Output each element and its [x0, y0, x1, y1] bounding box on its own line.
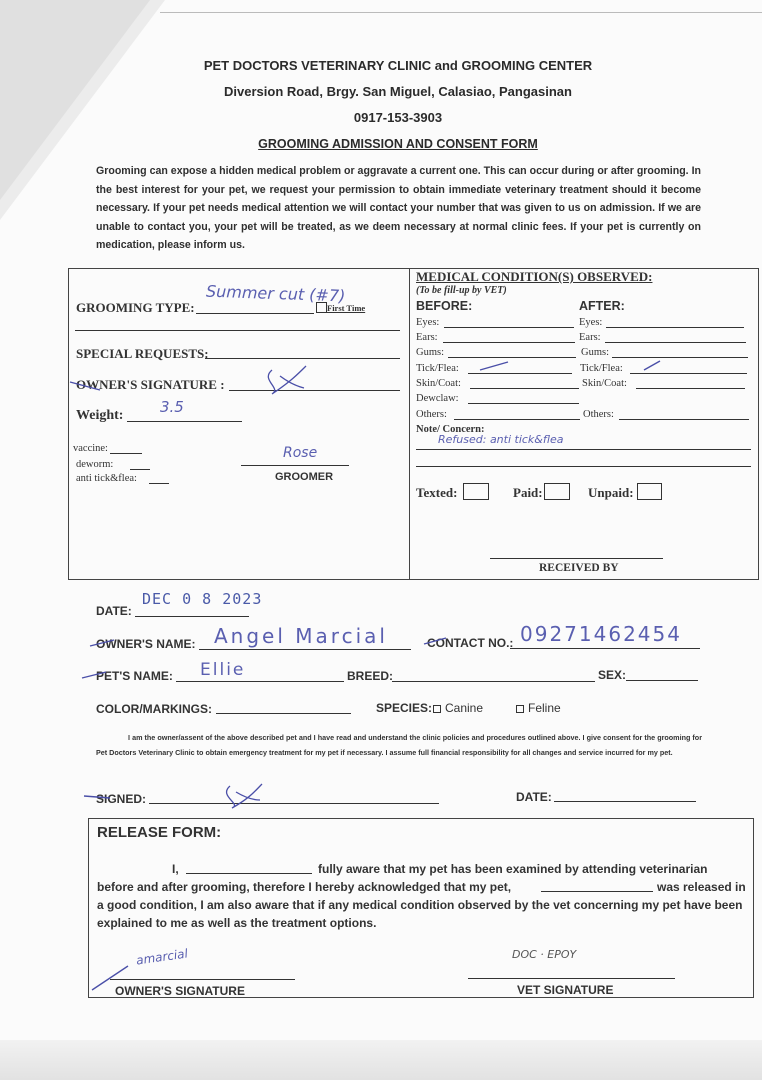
canine-checkbox[interactable]	[433, 705, 441, 713]
color-markings-line[interactable]	[216, 713, 351, 714]
weight-label: Weight:	[76, 408, 124, 423]
signed-date-label: DATE:	[516, 790, 552, 804]
release-line1: fully aware that my pet has been examined by attending veterinarian	[318, 862, 708, 876]
before-eyes-label: Eyes:	[416, 317, 440, 328]
before-others-line[interactable]	[454, 419, 580, 420]
grooming-type-label: GROOMING TYPE:	[76, 300, 195, 315]
before-skin-label: Skin/Coat:	[416, 378, 461, 389]
feline-checkbox[interactable]	[516, 705, 524, 713]
consent-paragraph: I am the owner/assent of the above described pet and I have read and understand the clinic policies and procedures outlined above. I give consent for the grooming for Pet Doctors Veterinary Clinic to obtain emergency treatment for my pet if necessary. I assume full financial responsibility for all changes and service incurred for my pet.	[96, 733, 702, 757]
contact-line	[510, 648, 700, 649]
clinic-address: Diversion Road, Brgy. San Miguel, Calasiao, Pangasinan	[224, 84, 572, 99]
note-label: Note/ Concern:	[416, 424, 485, 435]
owner-signature-mark	[60, 360, 320, 400]
groomer-line	[241, 465, 349, 466]
first-time-label: First Time	[327, 303, 366, 313]
release-pet-line[interactable]	[541, 891, 653, 892]
after-ears-label: Ears:	[579, 332, 601, 343]
signed-date-line[interactable]	[554, 801, 696, 802]
breed-line[interactable]	[392, 681, 595, 682]
texted-checkbox[interactable]	[463, 483, 489, 500]
medical-title: MEDICAL CONDITION(S) OBSERVED:	[416, 269, 653, 284]
release-title: RELEASE FORM:	[97, 824, 222, 841]
texted-label: Texted:	[416, 485, 458, 500]
after-eyes-line[interactable]	[606, 327, 744, 328]
received-by-label: RECEIVED BY	[539, 562, 619, 574]
note-line-2[interactable]	[416, 466, 751, 467]
release-line2: before and after grooming, therefore I hereby acknowledged that my pet,	[97, 880, 512, 894]
date-line	[135, 616, 249, 617]
after-skin-label: Skin/Coat:	[582, 378, 627, 389]
contact-value[interactable]: 09271462454	[520, 622, 682, 646]
release-vet-signature-line[interactable]	[468, 978, 675, 979]
date-stamp[interactable]: DEC 0 8 2023	[142, 590, 263, 608]
after-eyes-label: Eyes:	[579, 317, 603, 328]
page-bottom-edge	[0, 1040, 762, 1080]
anti-tick-label: anti tick&flea:	[76, 473, 137, 484]
before-ears-line[interactable]	[443, 342, 575, 343]
canine-label: Canine	[445, 701, 484, 715]
before-dewclaw-line[interactable]	[468, 403, 579, 404]
release-vet-signature-label: VET SIGNATURE	[517, 983, 614, 997]
intro-paragraph: Grooming can expose a hidden medical problem or aggravate a current one. This can occur during or after grooming. In the best interest for your pet, we request your permission to obtain immediate veterinary treatment should it become necessary. If your pet needs medical attention we will contact your number that was given to us on admission. If we are unable to contact you, your pet will be treated, as we deem necessary at normal clinic fees. If your pet is currently on medication, please inform us.	[96, 165, 701, 251]
groomer-label: GROOMER	[275, 471, 334, 483]
owner-name-label: OWNER'S NAME:	[96, 637, 196, 651]
species-label: SPECIES:	[376, 701, 433, 715]
before-tickflea-label: Tick/Flea:	[416, 363, 459, 374]
breed-label: BREED:	[347, 669, 394, 683]
weight-line	[127, 421, 242, 422]
after-label: AFTER:	[579, 299, 625, 313]
pet-name-value[interactable]: Ellie	[200, 660, 246, 680]
deworm-line[interactable]	[130, 469, 150, 470]
after-others-line[interactable]	[619, 419, 749, 420]
pet-name-label: PET'S NAME:	[96, 669, 173, 683]
first-time-checkbox[interactable]	[316, 302, 327, 313]
after-tickflea-label: Tick/Flea:	[580, 363, 623, 374]
clinic-name: PET DOCTORS VETERINARY CLINIC and GROOMING CENTER	[203, 58, 593, 73]
contact-label: CONTACT NO.:	[427, 636, 514, 650]
special-requests-line[interactable]	[205, 358, 400, 359]
grooming-type-value[interactable]: Summer cut (#7)	[205, 281, 346, 306]
release-i-label: I,	[172, 862, 179, 876]
unpaid-checkbox[interactable]	[637, 483, 662, 500]
form-title: GROOMING ADMISSION AND CONSENT FORM	[258, 137, 538, 151]
received-by-line[interactable]	[490, 558, 663, 559]
before-eyes-line[interactable]	[444, 327, 574, 328]
signed-label: SIGNED:	[96, 792, 147, 806]
box-divider	[409, 268, 410, 579]
pet-name-line	[176, 681, 344, 682]
label-check-marks	[60, 630, 160, 690]
paid-checkbox[interactable]	[544, 483, 570, 500]
signed-signature-mark	[80, 778, 280, 818]
color-markings-label: COLOR/MARKINGS:	[96, 702, 212, 716]
release-owner-signature-label: OWNER'S SIGNATURE	[115, 984, 245, 998]
date-label: DATE:	[96, 604, 132, 618]
after-skin-line[interactable]	[636, 388, 745, 389]
feline-label: Feline	[528, 701, 561, 715]
unpaid-label: Unpaid:	[588, 485, 634, 500]
tickflea-check-marks	[470, 358, 670, 378]
sex-label: SEX:	[598, 668, 627, 682]
weight-value[interactable]: 3.5	[160, 398, 184, 416]
after-others-label: Others:	[583, 409, 614, 420]
release-name-line[interactable]	[186, 873, 312, 874]
medical-subtitle: (To be fill-up by VET)	[416, 285, 507, 296]
after-ears-line[interactable]	[605, 342, 746, 343]
sex-line[interactable]	[626, 680, 698, 681]
top-edge	[160, 12, 762, 13]
owner-signature-label: OWNER'S SIGNATURE :	[76, 377, 225, 392]
vaccine-line[interactable]	[110, 453, 142, 454]
release-owner-signature-line[interactable]	[110, 979, 295, 980]
before-label: BEFORE:	[416, 299, 473, 313]
release-vet-signature-value[interactable]: DOC · EPOY	[512, 948, 577, 961]
groomer-value[interactable]: Rose	[283, 445, 318, 461]
grooming-type-line-2	[75, 330, 400, 331]
release-line2-end: was released in	[657, 880, 746, 894]
note-line-1[interactable]	[416, 449, 751, 450]
before-gums-label: Gums:	[416, 347, 445, 358]
contact-check-mark	[420, 632, 460, 652]
owner-name-value[interactable]: Angel Marcial	[214, 624, 388, 648]
before-dewclaw-label: Dewclaw:	[416, 393, 459, 404]
grooming-type-line	[196, 313, 314, 314]
anti-tick-line[interactable]	[149, 483, 169, 484]
before-others-label: Others:	[416, 409, 447, 420]
before-ears-label: Ears:	[416, 332, 438, 343]
release-owner-signature-value[interactable]: amarcial	[135, 946, 189, 968]
vaccine-label: vaccine:	[73, 443, 108, 454]
after-gums-label: Gums:	[581, 347, 610, 358]
deworm-label: deworm:	[76, 459, 114, 470]
owner-name-line	[199, 649, 411, 650]
paid-label: Paid:	[513, 485, 543, 500]
clinic-phone: 0917-153-3903	[353, 110, 443, 125]
note-value[interactable]: Refused: anti tick&flea	[438, 433, 564, 446]
before-skin-line[interactable]	[470, 388, 579, 389]
special-requests-label: SPECIAL REQUESTS:	[76, 346, 209, 361]
release-line3: a good condition, I am also aware that if any medical condition observed by the vet concerning my pet have been explained to me as well as the treatment options.	[97, 898, 743, 930]
